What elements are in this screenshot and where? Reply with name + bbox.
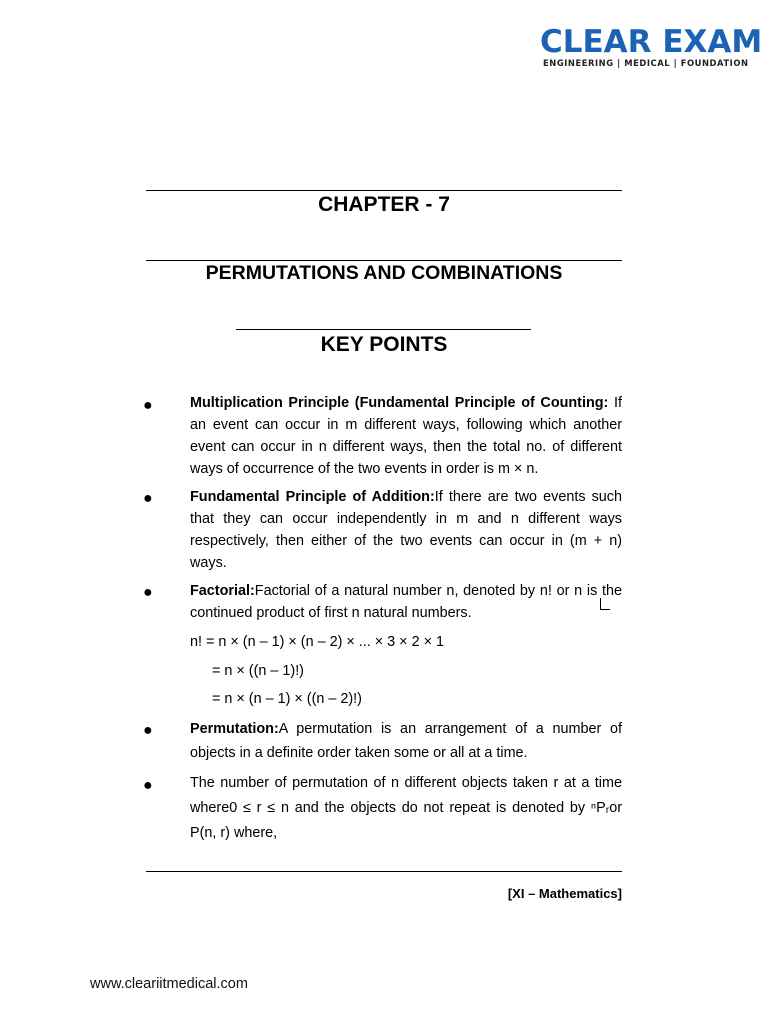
point-multiplication [190,392,622,480]
point-permutation [190,717,622,765]
footer-subject-label: [XI – Mathematics] [507,886,622,901]
point-term: Permutation: [190,721,279,737]
factorial-notation-mark [600,598,610,610]
point-factorial [190,580,622,624]
point-term: Multiplication Principle (Fundamental Principle of Counting: [190,395,609,411]
bullet-icon: ● [143,584,153,601]
bullet-icon: ● [143,722,153,739]
factorial-equation-3: = n × (n – 1) × ((n – 2)!) [212,691,362,707]
point-term: Factorial: [190,583,255,599]
divider-footer [146,871,622,872]
point-term: Fundamental Principle of Addition: [190,489,435,505]
divider-top [146,190,622,191]
logo [540,24,763,68]
point-permutation-count [190,771,622,846]
logo-tagline: ENGINEERING | MEDICAL | FOUNDATION [543,58,749,68]
logo-title: CLEAR EXAM [540,24,763,60]
factorial-equation-2: = n × ((n – 1)!) [212,663,304,679]
website-url: www.cleariitmedical.com [90,976,248,992]
divider-chapter [146,260,622,261]
page-title: PERMUTATIONS AND COMBINATIONS [205,262,563,284]
chapter-heading: CHAPTER - 7 [318,193,450,216]
point-text: If an event can occur in m different ways, following which another event can occur in n different ways, then the total no. of different ways of occurrence of the two events in order is m × n. [190,395,622,477]
point-text: The number of permutation of n different objects taken r at a time where0 ≤ r ≤ n and the objects do not repeat is denoted by ⁿPᵣor P(n, r) where, [190,775,622,841]
point-text: Factorial of a natural number n, denoted by n! or n is the continued product of first n natural numbers. [190,583,622,621]
factorial-equation-1: n! = n × (n – 1) × (n – 2) × ... × 3 × 2 × 1 [190,634,444,650]
divider-key-points [236,329,531,330]
point-text: If there are two events such that they can occur independently in m and n different ways respectively, then either of the two events can occur in (m + n) ways. [190,489,622,571]
section-heading: KEY POINTS [320,333,448,356]
bullet-icon: ● [143,397,153,414]
point-text: A permutation is an arrangement of a number of objects in a definite order taken some or all at a time. [190,721,622,761]
bullet-icon: ● [143,490,153,507]
point-addition [190,486,622,574]
bullet-icon: ● [143,777,153,794]
